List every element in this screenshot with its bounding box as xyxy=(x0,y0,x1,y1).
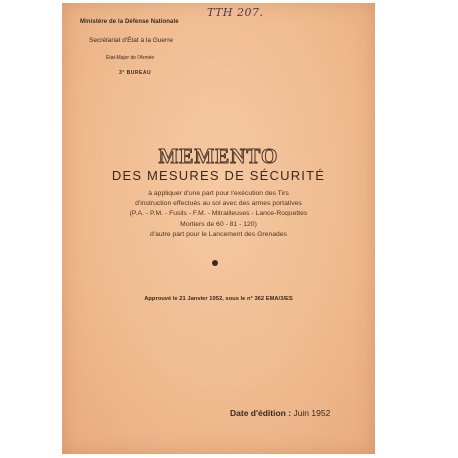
header-secretariat: Secrétariat d'État à la Guerre xyxy=(89,37,173,44)
description-line: à appliquer d'une part pour l'exécution des Tirs xyxy=(148,190,289,197)
description-line: (P.A. - P.M. - Fusils - F.M. - Mitrailleuses - Lance-Roquettes xyxy=(129,210,308,218)
document-title: MEMENTO xyxy=(158,144,279,168)
document-cover xyxy=(62,3,375,454)
bullet-dot-icon xyxy=(212,260,218,266)
edition-value: Juin 1952 xyxy=(293,408,331,418)
header-ministry: Ministère de la Défense Nationale xyxy=(80,19,179,25)
document-subtitle: DES MESURES DE SÉCURITÉ xyxy=(111,168,326,183)
description-line: d'instruction effectués au sol avec des armes portatives xyxy=(135,200,302,208)
description-line: Mortiers de 60 - 81 - 120) xyxy=(180,220,257,228)
edition-date xyxy=(230,408,330,418)
approval-note: Approuvé le 21 Janvier 1952, sous le n° 362 EMA/3/ES xyxy=(144,296,293,302)
header-staff: État-Major de l'Armée xyxy=(106,55,155,61)
description-line: d'autre part pour le Lancement des Grenades xyxy=(150,230,287,238)
description-paragraph xyxy=(62,189,375,240)
handwritten-note: TTH 207. xyxy=(207,6,264,19)
edition-label: Date d'édition : xyxy=(230,408,292,418)
header-bureau: 3° BUREAU xyxy=(119,70,152,76)
